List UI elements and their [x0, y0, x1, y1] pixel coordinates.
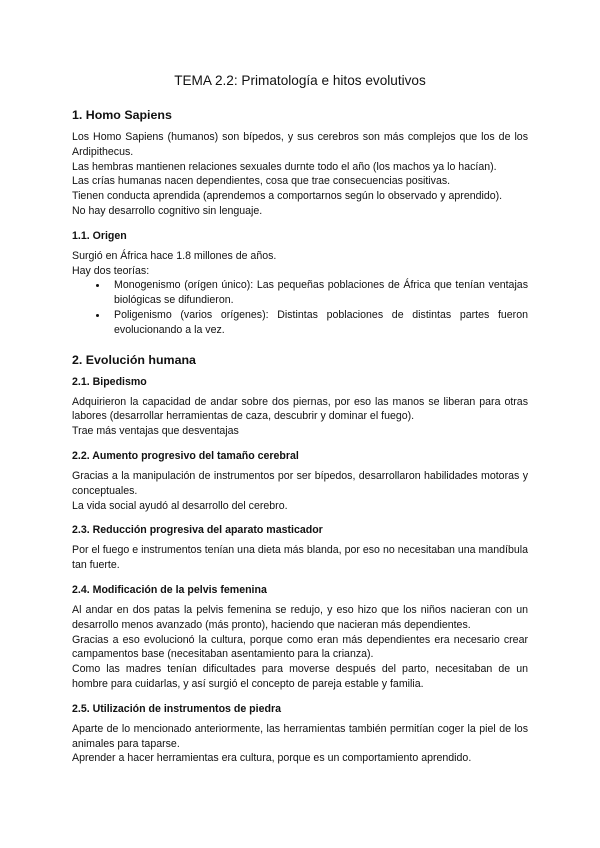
list-item: • Monogenismo (orígen único): Las pequeñas poblaciones de África que tenían ventajas biológicas se difundieron. [108, 278, 528, 308]
paragraph: Trae más ventajas que desventajas [72, 425, 239, 438]
subsection-body-aparato-masticador [72, 543, 528, 573]
subsection-heading-tamano-cerebral: 2.2. Aumento progresivo del tamaño cerebral [72, 449, 299, 462]
paragraph: Tienen conducta aprendida (aprendemos a comportarnos según lo observado y aprendido). [72, 190, 503, 203]
page-title: TEMA 2.2: Primatología e hitos evolutivos [174, 73, 426, 88]
subsection-heading-aparato-masticador: 2.3. Reducción progresiva del aparato masticador [72, 524, 323, 537]
paragraph: Aparte de lo mencionado anteriormente, las herramientas también permitían coger la piel de los animales para taparse. [72, 722, 528, 750]
subsection-heading-bipedismo: 2.1. Bipedismo [72, 375, 147, 388]
paragraph: Al andar en dos patas la pelvis femenina se redujo, y eso hizo que los niños nacieran con un desarrollo menos avanzado (más pronto), haciendo que nacieran más dependientes. [72, 603, 528, 631]
subsection-heading-instrumentos-piedra: 2.5. Utilización de instrumentos de piedra [72, 702, 281, 715]
subsection-body-pelvis-femenina [72, 603, 528, 692]
paragraph: Las crías humanas nacen dependientes, cosa que trae consecuencias positivas. [72, 175, 451, 188]
section-heading-evolucion-humana: 2. Evolución humana [72, 352, 196, 367]
subsection-body-bipedismo [72, 395, 528, 439]
paragraph: No hay desarrollo cognitivo sin lenguaje. [72, 204, 263, 217]
subsection-body-origen [72, 249, 528, 338]
paragraph: Hay dos teorías: [72, 264, 150, 277]
section-heading-homo-sapiens: 1. Homo Sapiens [72, 108, 172, 122]
subsection-body-tamano-cerebral [72, 469, 528, 513]
paragraph: Gracias a eso evolucionó la cultura, porque como eran más dependientes era necesario crear campamentos base (necesitaban asentamiento para la crianza). [72, 633, 528, 661]
subsection-heading-origen: 1.1. Origen [72, 229, 127, 242]
paragraph: Los Homo Sapiens (humanos) son bípedos, y sus cerebros son más complejos que los de los Ardipithecus. [72, 131, 528, 158]
paragraph: Como las madres tenían dificultades para moverse después del parto, necesitaban de un hombre para cuidarlas, y así surgió el concepto de pareja estable y familia. [72, 663, 528, 690]
list-item: • Poligenismo (varios orígenes): Distintas poblaciones de distintas partes fueron evolucionando a la vez. [108, 308, 528, 338]
subsection-heading-pelvis-femenina: 2.4. Modificación de la pelvis femenina [72, 583, 267, 596]
section-body-homo-sapiens [72, 130, 528, 219]
paragraph: Por el fuego e instrumentos tenían una dieta más blanda, por eso no necesitaban una mandíbula tan fuerte. [72, 544, 528, 572]
paragraph: Las hembras mantienen relaciones sexuales durnte todo el año (los machos ya lo hacían). [72, 160, 497, 173]
paragraph: Surgió en África hace 1.8 millones de años. [72, 249, 277, 262]
theories-list [72, 278, 528, 337]
paragraph: Adquirieron la capacidad de andar sobre dos piernas, por eso las manos se liberan para otras labores (desarrollar herramientas de caza, descubrir y dominar el fuego). [72, 395, 528, 423]
paragraph: La vida social ayudó al desarrollo del cerebro. [72, 499, 288, 512]
subsection-body-instrumentos-piedra [72, 722, 528, 766]
paragraph: Aprender a hacer herramientas era cultura, porque es un comportamiento aprendido. [72, 752, 472, 765]
paragraph: Gracias a la manipulación de instrumentos por ser bípedos, desarrollaron habilidades motoras y conceptuales. [72, 469, 528, 497]
